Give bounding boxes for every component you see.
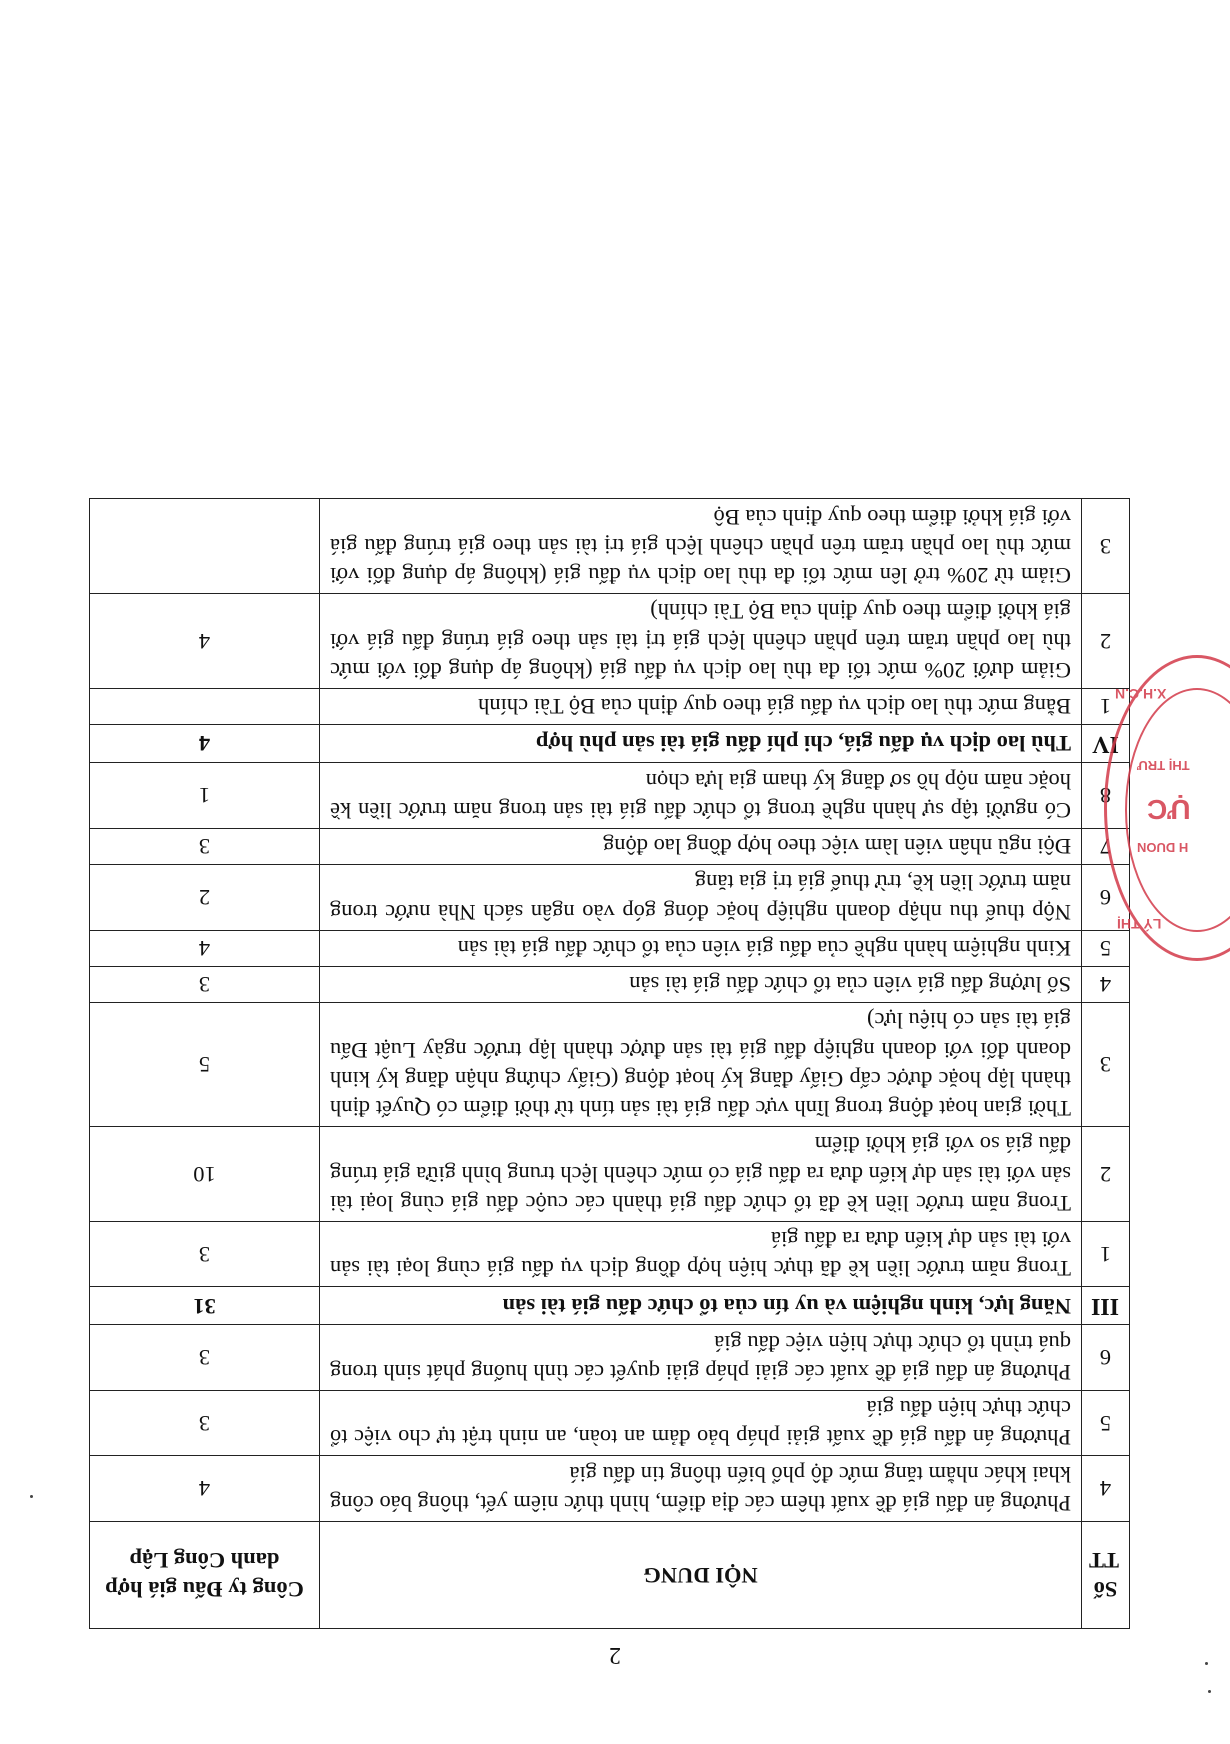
row-content: Phương án đấu giá đề xuất giải pháp bảo đảm an toàn, an ninh trật tự cho việc tổ chức thực hiện đấu giá [320, 1391, 1082, 1457]
row-content: Bằng mức thù lao dịch vụ đấu giá theo quy định của Bộ Tài chính [320, 688, 1082, 724]
row-score: 4 [90, 725, 320, 763]
table-row [90, 930, 1130, 966]
table-row [90, 865, 1130, 931]
row-stt: 6 [1082, 865, 1130, 931]
row-stt: 4 [1082, 1456, 1130, 1522]
scan-speck [1205, 1662, 1208, 1665]
row-score: 3 [90, 828, 320, 864]
row-stt: 2 [1082, 594, 1130, 689]
row-score: 3 [90, 1221, 320, 1287]
seal-text: ỰC [1147, 794, 1191, 825]
row-content: Giảm dưới 20% mức tối đa thù lao dịch vụ đấu giá (không áp dụng đối với mức thù lao phần trăm trên phần chênh lệch giá trị tài sản theo giá trúng đấu giá với giá khởi điểm theo quy định của Bộ Tài chính) [320, 594, 1082, 689]
row-stt: 7 [1082, 828, 1130, 864]
row-stt: 1 [1082, 688, 1130, 724]
row-score: 5 [90, 1003, 320, 1127]
row-score: 3 [90, 1325, 320, 1391]
row-score [90, 499, 320, 594]
row-content: Số lượng đấu giá viên của tổ chức đấu giá tài sản [320, 966, 1082, 1002]
table-row [90, 828, 1130, 864]
row-content: Trong năm trước liền kề đã thực hiện hợp đồng dịch vụ đấu giá cùng loại tài sản với tài sản dự kiến đưa ra đấu giá [320, 1221, 1082, 1287]
table-row [90, 1325, 1130, 1391]
row-score: 4 [90, 594, 320, 689]
table-row [90, 966, 1130, 1002]
row-score: 10 [90, 1127, 320, 1222]
row-content: Nộp thuế thu nhập doanh nghiệp hoặc đóng góp vào ngân sách Nhà nước trong năm trước liền kề, trừ thuế giá trị gia tăng [320, 865, 1082, 931]
red-seal-stamp [1104, 655, 1230, 961]
row-score: 1 [90, 763, 320, 829]
row-stt: 5 [1082, 1391, 1130, 1457]
row-stt: IV [1082, 725, 1130, 763]
row-stt: 1 [1082, 1221, 1130, 1287]
row-score: 3 [90, 1391, 320, 1457]
row-content: Giảm từ 20% trở lên mức tối đa thù lao dịch vụ đấu giá (không áp dụng đối với mức thù lao phần trăm trên phần chênh lệch giá trị tài sản theo giá trúng đấu giá với giá khởi điểm theo quy định của Bộ [320, 499, 1082, 594]
row-content: Thời gian hoạt động trong lĩnh vực đấu giá tài sản tính từ thời điểm có Quyết định thành lập hoặc được cấp Giấy đăng ký hoạt động (Giấy chứng nhận đăng ký kinh doanh đối với doanh nghiệp đấu giá tài sản được thành lập trước ngày Luật Đấu giá tài sản có hiệu lực) [320, 1003, 1082, 1127]
row-score: 4 [90, 930, 320, 966]
header-stt: Số TT [1082, 1522, 1130, 1629]
table-row [90, 594, 1130, 689]
row-content: Có người tập sự hành nghề trong tổ chức đấu giá tài sản trong năm trước liền kề hoặc năm nộp hồ sơ đăng ký tham gia lựa chọn [320, 763, 1082, 829]
row-content: Phương án đấu giá đề xuất các giải pháp giải quyết các tình huống phát sinh trong quá trình tổ chức thực hiện việc đấu giá [320, 1325, 1082, 1391]
table-body [90, 499, 1130, 1522]
table-header-row [90, 1522, 1130, 1629]
table-row [90, 499, 1130, 594]
row-stt: III [1082, 1287, 1130, 1325]
table-row [90, 1003, 1130, 1127]
header-content: NỘI DUNG [320, 1522, 1082, 1629]
row-score [90, 688, 320, 724]
scan-speck [30, 1495, 33, 1498]
row-stt: 4 [1082, 966, 1130, 1002]
table-row [90, 1456, 1130, 1522]
table-row [90, 688, 1130, 724]
row-score: 31 [90, 1287, 320, 1325]
row-stt: 3 [1082, 499, 1130, 594]
row-stt: 5 [1082, 930, 1130, 966]
row-stt: 6 [1082, 1325, 1130, 1391]
scoring-table [89, 498, 1130, 1629]
scan-speck [1208, 1690, 1211, 1693]
table-section-row [90, 1287, 1130, 1325]
row-content: Phương án đấu giá đề xuất thêm các địa điểm, hình thức niêm yết, thông báo công khai khác nhằm tăng mức độ phổ biến thông tin đấu giá [320, 1456, 1082, 1522]
header-score: Công ty Đấu giá hợp danh Công Lập [90, 1522, 320, 1629]
table-row [90, 1221, 1130, 1287]
row-content: Trong năm trước liền kề đã tổ chức đấu giá thành các cuộc đấu giá cùng loại tài sản với tài sản dự kiến đưa ra đấu giá có mức chênh lệch trung bình giữa giá trúng đấu giá so với giá khởi điểm [320, 1127, 1082, 1222]
table-section-row [90, 725, 1130, 763]
seal-text: H DUON [1137, 840, 1189, 855]
row-content: Thù lao dịch vụ đấu giá, chi phí đấu giá tài sản phù hợp [320, 725, 1082, 763]
seal-text: THỊ TRƯ [1137, 758, 1190, 773]
seal-text: LÝ THỊ [1117, 916, 1162, 932]
row-score: 2 [90, 865, 320, 931]
row-stt: 2 [1082, 1127, 1130, 1222]
row-content: Kinh nghiệm hành nghề của đấu giá viên của tổ chức đấu giá tài sản [320, 930, 1082, 966]
row-stt: 8 [1082, 763, 1130, 829]
seal-text: X.H.C.N [1115, 686, 1167, 702]
row-stt: 3 [1082, 1003, 1130, 1127]
page-number: 2 [609, 1642, 621, 1668]
row-content: Đội ngũ nhân viên làm việc theo hợp đồng lao động [320, 828, 1082, 864]
row-score: 4 [90, 1456, 320, 1522]
row-content: Năng lực, kinh nghiệm và uy tín của tổ chức đấu giá tài sản [320, 1287, 1082, 1325]
table-row [90, 763, 1130, 829]
row-score: 3 [90, 966, 320, 1002]
table-row [90, 1127, 1130, 1222]
table-row [90, 1391, 1130, 1457]
